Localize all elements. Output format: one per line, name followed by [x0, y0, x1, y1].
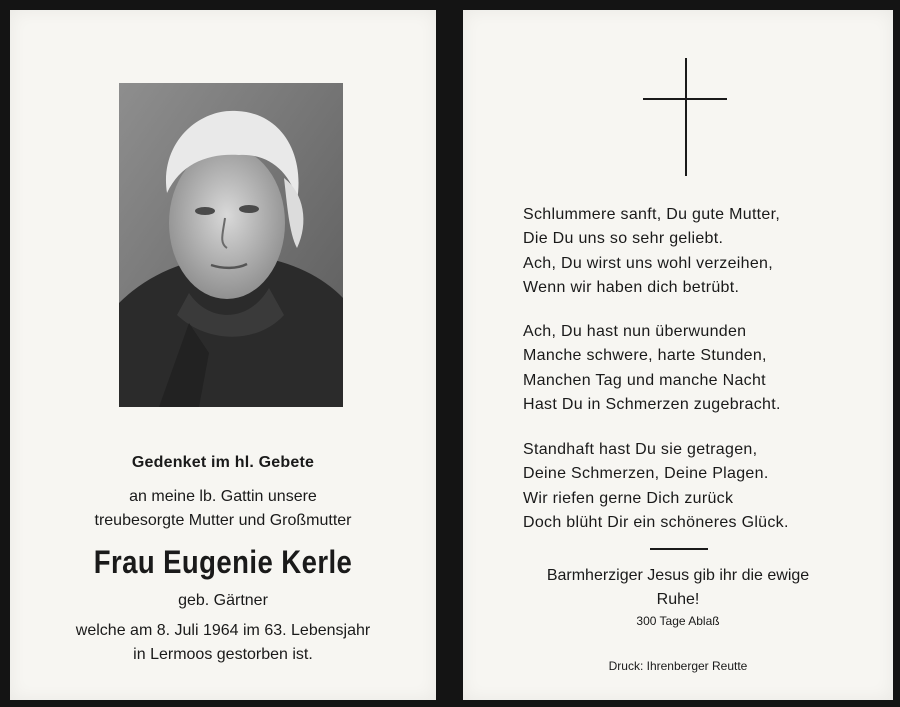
poem-line: Manchen Tag und manche Nacht	[523, 371, 766, 389]
poem-line: Ach, Du wirst uns wohl verzeihen,	[523, 254, 774, 272]
poem-line: Wir riefen gerne Dich zurück	[523, 489, 734, 507]
left-card	[10, 10, 436, 700]
printer-credit: Druck: Ihrenberger Reutte	[608, 659, 748, 673]
indulgence-note: 300 Tage Ablaß	[636, 614, 720, 628]
prayer-line-1: Barmherziger Jesus gib ihr die ewige	[546, 567, 810, 584]
portrait-photo	[119, 83, 343, 407]
poem-line: Schlummere sanft, Du gute Mutter,	[523, 206, 781, 223]
poem-line: Manche schwere, harte Stunden,	[523, 347, 767, 365]
cross-icon	[643, 58, 729, 178]
maiden-name: geb. Gärtner	[178, 592, 268, 609]
poem-line: Standhaft hast Du sie getragen,	[523, 441, 758, 458]
dedication-line-2: treubesorgte Mutter und Großmutter	[94, 512, 352, 529]
prayer-line-2: Ruhe!	[656, 591, 700, 608]
poem-line: Doch blüht Dir ein schöneres Glück.	[523, 513, 789, 531]
poem-line: Deine Schmerzen, Deine Plagen.	[523, 465, 769, 483]
deceased-name: Frau Eugenie Kerle	[93, 544, 353, 580]
poem-stanza-2	[523, 320, 781, 417]
poem-line: Die Du uns so sehr geliebt.	[523, 230, 724, 248]
death-date-line: welche am 8. Juli 1964 im 63. Lebensjahr	[75, 622, 371, 639]
poem-stanza-3	[523, 438, 789, 535]
poem-stanza-1	[523, 203, 780, 300]
right-card	[463, 10, 893, 700]
dedication-line-1: an meine lb. Gattin unsere	[129, 488, 317, 505]
memorial-heading: Gedenket im hl. Gebete	[131, 454, 315, 471]
poem-line: Wenn wir haben dich betrübt.	[523, 278, 740, 296]
poem-line: Hast Du in Schmerzen zugebracht.	[523, 395, 781, 413]
portrait-image	[119, 83, 343, 407]
divider-line	[650, 548, 708, 550]
poem-line: Ach, Du hast nun überwunden	[523, 323, 747, 340]
death-place-line: in Lermoos gestorben ist.	[133, 646, 313, 663]
